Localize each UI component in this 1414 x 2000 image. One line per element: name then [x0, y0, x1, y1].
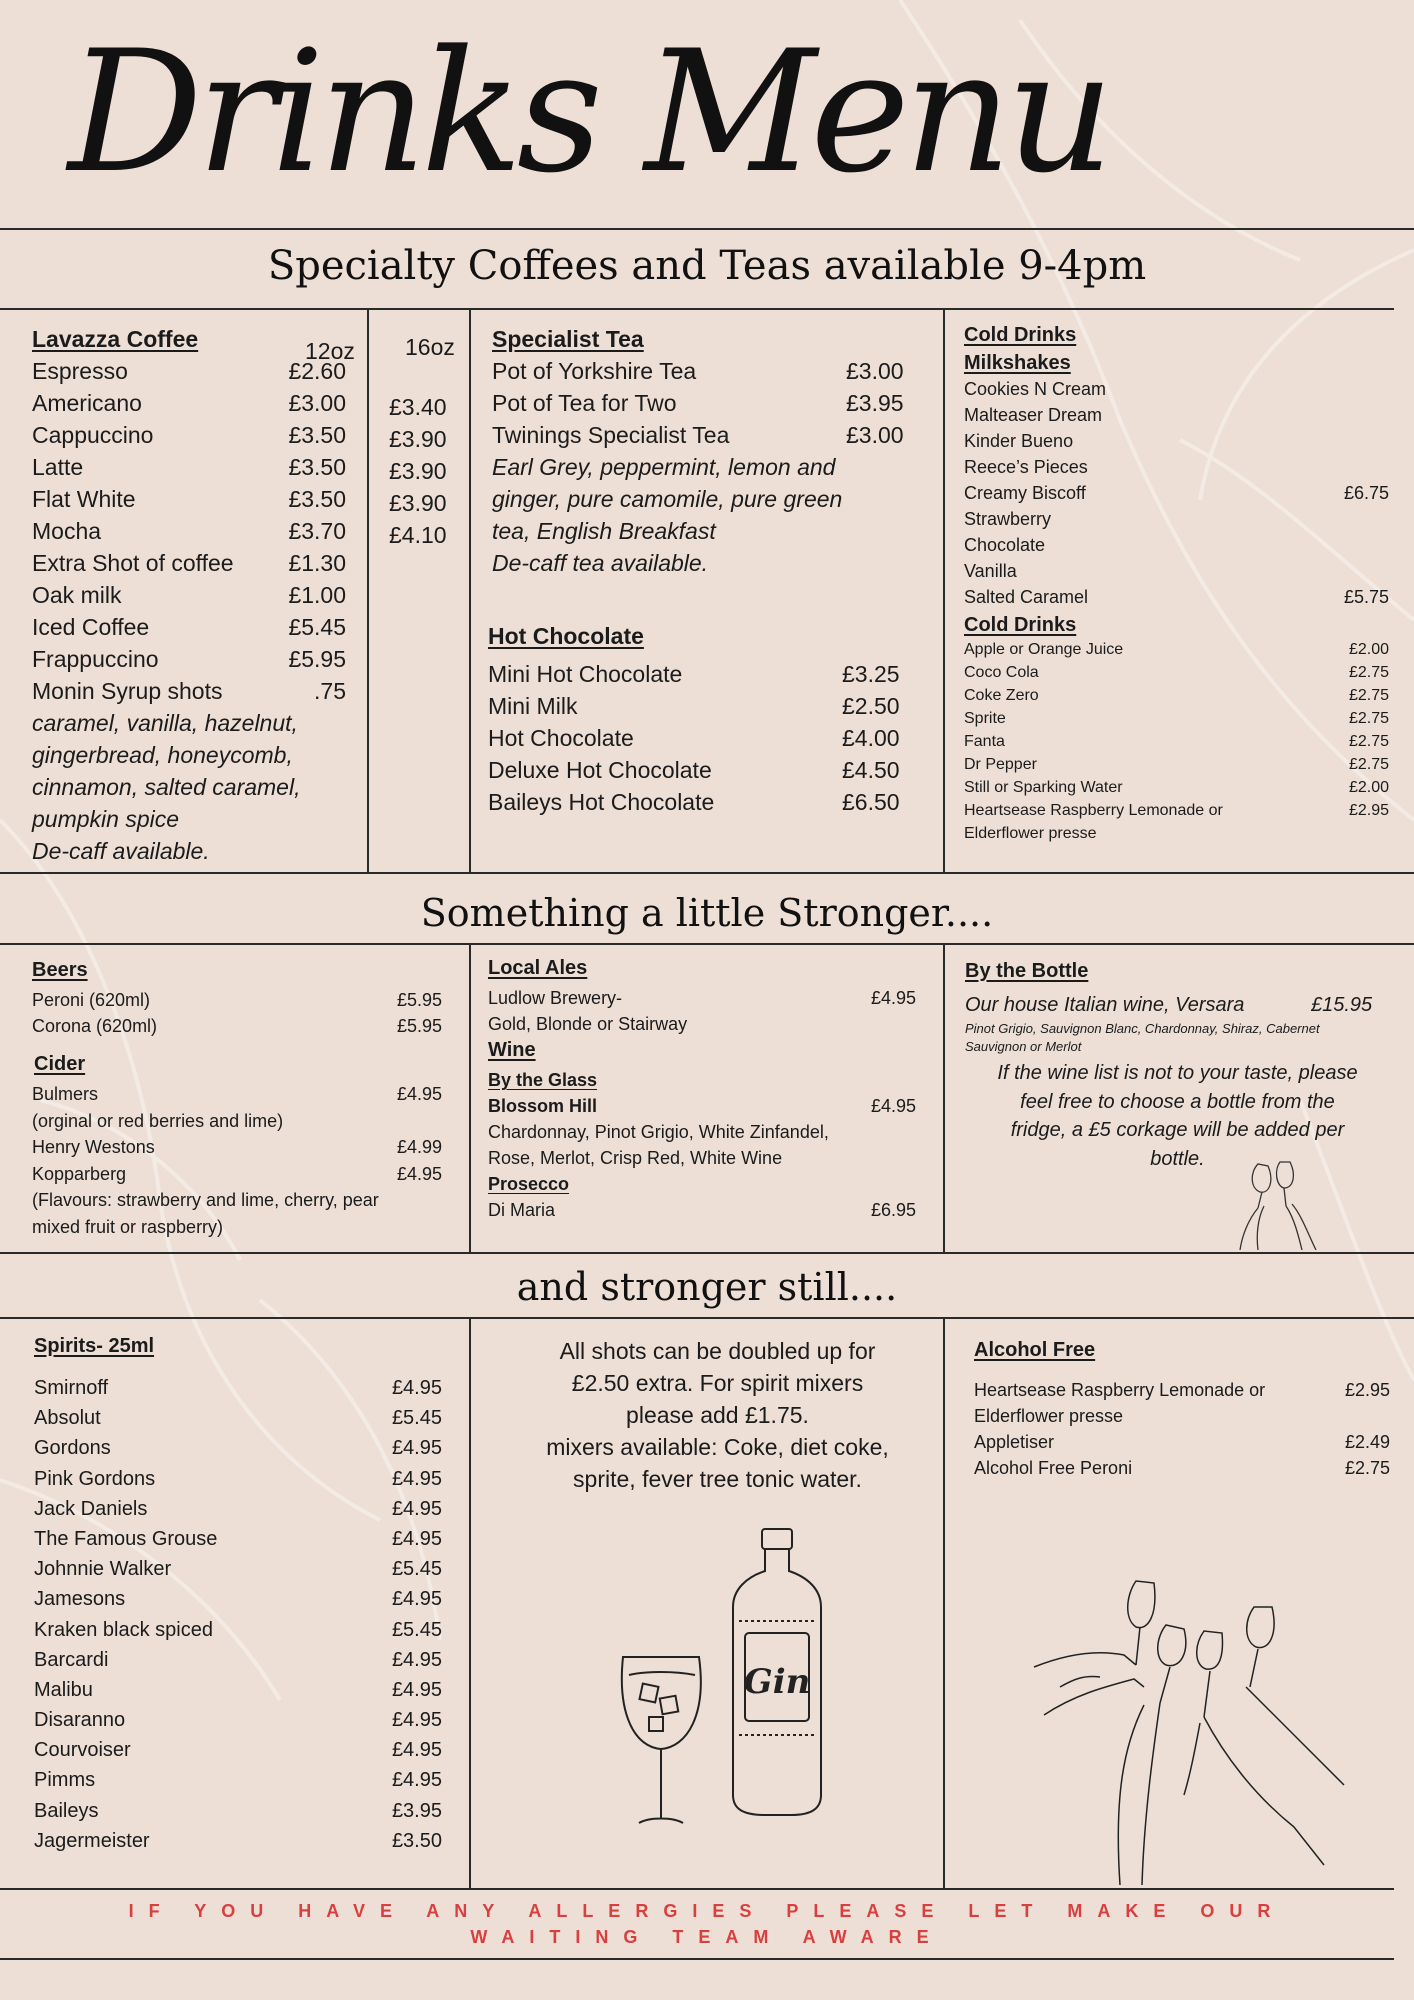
menu-row [32, 1013, 442, 1039]
column-divider [469, 1317, 471, 1888]
item-name: Bulmers [32, 1084, 99, 1104]
item-name: Peroni (620ml) [32, 990, 151, 1010]
item-name: Coke Zero [964, 687, 1039, 704]
menu-row [34, 1403, 442, 1433]
menu-row [964, 558, 1389, 584]
item-name: Kopparberg [32, 1163, 127, 1184]
item-name: Dr Pepper [964, 756, 1037, 773]
item-name: Heartsease Raspberry Lemonade or [974, 1380, 1266, 1400]
price-12oz: £1.00 [288, 582, 346, 608]
item-name: Elderflower presse [974, 1406, 1124, 1426]
item-price: £2.75 [1348, 733, 1389, 750]
item-name: Still or Sparking Water [964, 779, 1123, 796]
still-banner: and stronger still.... [516, 1265, 898, 1309]
item-price: £5.95 [396, 1016, 442, 1036]
cold-heading: Cold Drinks [964, 324, 1077, 346]
item-name: Twinings Specialist Tea [492, 422, 730, 448]
column-divider [943, 943, 945, 1252]
menu-row [34, 1615, 442, 1645]
item-desc: Chardonnay, Pinot Grigio, White Zinfandel, [488, 1122, 829, 1142]
text-line: please add £1.75. [626, 1402, 809, 1428]
menu-row [32, 355, 462, 387]
item-price: £4.95 [396, 1163, 442, 1184]
item-name: Mini Hot Chocolate [488, 661, 683, 687]
text-line: tea, English Breakfast [492, 518, 716, 544]
item-name: Mocha [32, 518, 102, 544]
coffee-notes [32, 707, 462, 867]
item-price: £5.75 [1343, 587, 1389, 607]
tea-list [492, 355, 922, 451]
divider [0, 1317, 1414, 1319]
bottle-section [965, 958, 1390, 1173]
text-line: gingerbread, honeycomb, [32, 742, 293, 768]
item-name: Salted Caramel [964, 587, 1089, 607]
text-line: ginger, pure camomile, pure green [492, 486, 843, 512]
menu-row [34, 1645, 442, 1675]
item-name: Appletiser [974, 1432, 1055, 1452]
item-name: Cookies N Cream [964, 379, 1107, 399]
divider [0, 943, 1414, 945]
menu-row [32, 387, 462, 419]
menu-row [964, 730, 1389, 753]
item-name: Ludlow Brewery- [488, 988, 623, 1008]
text-line: bottle. [1150, 1147, 1205, 1170]
item-price: £5.95 [396, 990, 442, 1010]
price-16oz: £3.40 [389, 394, 447, 420]
grapes-line: Pinot Grigio, Sauvignon Blanc, Chardonnay, Shiraz, Cabernet [965, 1021, 1320, 1036]
item-price: £5.45 [391, 1558, 442, 1581]
alcohol-free-section [974, 1337, 1390, 1481]
item-name: Barcardi [34, 1648, 109, 1671]
ales-heading: Local Ales [488, 957, 588, 979]
menu-row [492, 419, 922, 451]
item-price: £4.95 [391, 1497, 442, 1520]
allergy-line: WAITING TEAM AWARE [470, 1927, 944, 1947]
item-price: £4.95 [391, 1678, 442, 1701]
beers-section [32, 957, 442, 1240]
item-price: £4.95 [391, 1377, 442, 1399]
item-name: Jack Daniels [34, 1497, 148, 1520]
menu-row [32, 675, 462, 707]
item-name: Americano [32, 390, 142, 416]
item-name: The Famous Grouse [34, 1527, 218, 1550]
price-12oz: £3.50 [288, 422, 346, 448]
item-price: £2.95 [1348, 802, 1389, 819]
tea-heading: Specialist Tea [492, 326, 644, 352]
price-12oz: .75 [314, 678, 346, 704]
menu-row [964, 454, 1389, 480]
item-name: Espresso [32, 358, 128, 384]
text-line: Earl Grey, peppermint, lemon and [492, 454, 836, 480]
item-price: £2.00 [1348, 779, 1389, 796]
menu-row [32, 1214, 442, 1241]
menu-row [974, 1455, 1390, 1481]
price-16oz: £4.10 [389, 522, 447, 548]
item-name: Fanta [964, 733, 1005, 750]
divider [0, 1888, 1394, 1890]
item-price: £6.75 [1343, 483, 1389, 503]
gin-label: Gin [743, 1662, 811, 1702]
item-name: Corona (620ml) [32, 1016, 158, 1036]
price-12oz: £3.50 [288, 486, 346, 512]
item-price: £2.75 [1348, 756, 1389, 773]
menu-row [964, 428, 1389, 454]
item-name: Pot of Yorkshire Tea [492, 358, 697, 384]
price-16oz: £3.90 [389, 426, 447, 452]
price-12oz: £1.30 [288, 550, 346, 576]
menu-row [34, 1433, 442, 1463]
hot-chocolate-list [488, 658, 928, 818]
menu-row [964, 776, 1389, 799]
cold-section [964, 322, 1389, 845]
shots-note [490, 1335, 945, 1495]
item-name: (Flavours: strawberry and lime, cherry, pear [32, 1190, 379, 1210]
menu-row [32, 1161, 442, 1188]
item-name: Jagermeister [34, 1829, 150, 1852]
spirits-list [34, 1373, 442, 1856]
item-name: Baileys [34, 1799, 99, 1822]
cold-drinks-heading: Cold Drinks [964, 614, 1077, 636]
menu-row [32, 1108, 442, 1135]
menu-row [32, 515, 462, 547]
item-name: Courvoiser [34, 1739, 131, 1762]
item-name: Blossom Hill [488, 1096, 598, 1116]
item-name: Heartsease Raspberry Lemonade or [964, 802, 1223, 819]
menu-row [34, 1584, 442, 1614]
price-12oz: £5.95 [288, 646, 346, 672]
item-name: Iced Coffee [32, 614, 150, 640]
item-name: Creamy Biscoff [964, 483, 1086, 503]
item-name: Coco Cola [964, 664, 1039, 681]
cold-drinks-list [964, 638, 1389, 845]
price-12oz: £3.50 [288, 454, 346, 480]
menu-row [964, 506, 1389, 532]
item-name: Alcohol Free Peroni [974, 1458, 1133, 1478]
menu-row [964, 799, 1389, 822]
item-price: £2.75 [1344, 1458, 1390, 1478]
item-price: £2.00 [1348, 641, 1389, 658]
item-name: Disaranno [34, 1709, 126, 1732]
text-line: pumpkin spice [32, 806, 180, 832]
menu-row [488, 786, 928, 818]
item-name: Smirnoff [34, 1377, 109, 1399]
item-price: £2.49 [1344, 1432, 1390, 1452]
menu-row [34, 1494, 442, 1524]
item-desc: Rose, Merlot, Crisp Red, White Wine [488, 1148, 783, 1168]
item-price: £3.25 [842, 661, 900, 687]
menu-row [488, 985, 916, 1011]
text-line: caramel, vanilla, hazelnut, [32, 710, 298, 736]
menu-row [34, 1373, 442, 1403]
hot-chocolate-heading: Hot Chocolate [488, 623, 644, 649]
alcohol-free-list [974, 1377, 1390, 1481]
menu-row [32, 643, 462, 675]
alcohol-free-heading: Alcohol Free [974, 1339, 1096, 1361]
item-price: £3.95 [391, 1799, 442, 1822]
item-name: Kinder Bueno [964, 431, 1074, 451]
item-name: Malteaser Dream [964, 405, 1103, 425]
menu-row [488, 690, 928, 722]
menu-row [964, 822, 1389, 845]
item-price: £4.95 [391, 1588, 442, 1611]
item-name: Baileys Hot Chocolate [488, 789, 715, 815]
price-16oz: £3.90 [389, 458, 447, 484]
tea-section [492, 323, 922, 579]
item-price: £4.95 [391, 1769, 442, 1792]
menu-row [964, 376, 1389, 402]
item-name: Apple or Orange Juice [964, 641, 1124, 658]
menu-row [488, 754, 928, 786]
item-name: Henry Westons [32, 1137, 155, 1157]
hot-chocolate-section [488, 620, 928, 818]
item-name: Mini Milk [488, 693, 578, 719]
by-glass-heading: By the Glass [488, 1070, 598, 1090]
item-name: Vanilla [964, 561, 1017, 581]
milkshakes-heading: Milkshakes [964, 352, 1071, 374]
spirits-section [34, 1333, 442, 1856]
item-name: Hot Chocolate [488, 725, 634, 751]
coffee-banner: Specialty Coffees and Teas available 9-4pm [267, 243, 1147, 289]
item-name: Chocolate [964, 535, 1046, 555]
item-name: Di Maria [488, 1200, 556, 1220]
menu-row [34, 1765, 442, 1795]
text-line: All shots can be doubled up for [559, 1338, 876, 1364]
item-name: Jamesons [34, 1588, 126, 1611]
price-12oz: £3.70 [288, 518, 346, 544]
size-16oz: 16oz [405, 334, 455, 360]
menu-row [964, 480, 1389, 506]
item-name: Pink Gordons [34, 1467, 156, 1490]
item-name: Sprite [964, 710, 1006, 727]
menu-title: Drinks Menu [68, 14, 1109, 210]
item-price: £4.95 [391, 1527, 442, 1550]
milkshakes-list [964, 376, 1389, 610]
item-name: Strawberry [964, 509, 1052, 529]
allergy-line: IF YOU HAVE ANY ALLERGIES PLEASE LET MAKE OUR [128, 1901, 1286, 1921]
item-price: £6.50 [842, 789, 900, 815]
menu-row [974, 1403, 1390, 1429]
grapes-line: Sauvignon or Merlot [965, 1039, 1082, 1054]
item-name: Absolut [34, 1407, 101, 1430]
price-12oz: £3.00 [288, 390, 346, 416]
item-name: Pimms [34, 1769, 96, 1792]
item-name: Deluxe Hot Chocolate [488, 757, 712, 783]
item-price: £4.95 [396, 1084, 442, 1104]
menu-row [34, 1705, 442, 1735]
gin-bottle-icon [615, 1525, 830, 1830]
item-name: Latte [32, 454, 84, 480]
coffee-list [32, 355, 462, 707]
menu-row [32, 611, 462, 643]
price-12oz: £5.45 [288, 614, 346, 640]
cider-list [32, 1081, 442, 1240]
item-price: £2.50 [842, 693, 900, 719]
item-name: Gold, Blonde or Stairway [488, 1014, 688, 1034]
item-name: Monin Syrup shots [32, 678, 223, 704]
beers-heading: Beers [32, 959, 88, 981]
item-price: £4.95 [391, 1739, 442, 1762]
text-line: De-caff tea available. [492, 550, 709, 576]
item-price: £2.75 [1348, 710, 1389, 727]
menu-row [974, 1429, 1390, 1455]
divider [0, 228, 1414, 230]
item-name: Flat White [32, 486, 136, 512]
item-name: Our house Italian wine, Versara [965, 994, 1245, 1016]
ales-wine-section [488, 955, 916, 1223]
item-price: £3.95 [846, 390, 904, 416]
item-name: Extra Shot of coffee [32, 550, 234, 576]
menu-row [34, 1524, 442, 1554]
menu-row [964, 707, 1389, 730]
divider [0, 1252, 1414, 1254]
item-name: Johnnie Walker [34, 1558, 172, 1581]
cheers-glasses-icon [1024, 1575, 1354, 1885]
menu-row [34, 1826, 442, 1856]
wine-heading: Wine [488, 1039, 536, 1061]
menu-row [32, 987, 442, 1013]
item-price: £4.95 [870, 988, 916, 1008]
item-name: Malibu [34, 1678, 93, 1701]
coffee-heading: Lavazza Coffee [32, 326, 199, 352]
item-price: £3.00 [846, 422, 904, 448]
item-name: Reece’s Pieces [964, 457, 1088, 477]
item-price: £5.45 [391, 1618, 442, 1641]
menu-row [964, 584, 1389, 610]
cider-heading: Cider [34, 1053, 86, 1075]
item-name: Gordons [34, 1437, 111, 1460]
item-price: £3.50 [391, 1829, 442, 1852]
text-line: De-caff available. [32, 838, 210, 864]
text-line: cinnamon, salted caramel, [32, 774, 301, 800]
bottle-heading: By the Bottle [965, 960, 1089, 982]
item-price: £4.95 [391, 1437, 442, 1460]
menu-row [964, 753, 1389, 776]
divider [0, 872, 1414, 874]
menu-row [964, 532, 1389, 558]
item-price: £4.00 [842, 725, 900, 751]
menu-row [964, 402, 1389, 428]
menu-row [488, 722, 928, 754]
menu-row [964, 661, 1389, 684]
beers-list [32, 987, 442, 1039]
item-name: (orginal or red berries and lime) [32, 1110, 284, 1131]
menu-row [32, 483, 462, 515]
text-line: If the wine list is not to your taste, please [997, 1062, 1358, 1084]
column-divider [469, 308, 471, 872]
menu-row [32, 1081, 442, 1108]
menu-row [34, 1554, 442, 1584]
spirits-heading: Spirits- 25ml [34, 1335, 155, 1357]
menu-row [32, 419, 462, 451]
item-price: £4.95 [391, 1467, 442, 1490]
menu-row [32, 547, 462, 579]
item-name: Kraken black spiced [34, 1618, 213, 1641]
menu-row [32, 1134, 442, 1161]
item-price: £2.75 [1348, 687, 1389, 704]
menu-row [488, 1197, 916, 1223]
item-name: mixed fruit or raspberry) [32, 1216, 224, 1237]
stronger-banner: Something a little Stronger.... [420, 891, 994, 935]
item-price: £15.95 [1311, 994, 1373, 1016]
menu-row [32, 1187, 442, 1214]
tea-notes [492, 451, 922, 579]
menu-row [488, 658, 928, 690]
item-name: Frappuccino [32, 646, 159, 672]
text-line: feel free to choose a bottle from the [1020, 1090, 1335, 1113]
allergy-notice [0, 1898, 1414, 1950]
item-name: Pot of Tea for Two [492, 390, 677, 416]
menu-row [34, 1796, 442, 1826]
menu-row [492, 387, 922, 419]
coffee-section [32, 323, 462, 867]
divider [0, 1958, 1394, 1960]
item-price: £4.95 [391, 1648, 442, 1671]
menu-row [964, 638, 1389, 661]
column-divider [943, 308, 945, 872]
text-line: sprite, fever tree tonic water. [573, 1466, 862, 1492]
price-12oz: £2.60 [288, 358, 346, 384]
item-price: £2.95 [1344, 1380, 1390, 1400]
menu-row [34, 1464, 442, 1494]
item-price: £4.95 [870, 1096, 916, 1116]
menu-row [964, 684, 1389, 707]
item-name: Oak milk [32, 582, 122, 608]
bottle-note [965, 1059, 1390, 1173]
item-price: £4.50 [842, 757, 900, 783]
item-name: Elderflower presse [964, 825, 1097, 842]
menu-row [32, 451, 462, 483]
item-price: £6.95 [870, 1200, 916, 1220]
menu-row [492, 355, 922, 387]
menu-row [488, 1093, 916, 1119]
wine-grapes [965, 1020, 1390, 1056]
toast-glasses-icon [1228, 1158, 1338, 1250]
item-price: £3.00 [846, 358, 904, 384]
item-price: £4.99 [396, 1137, 442, 1157]
text-line: £2.50 extra. For spirit mixers [571, 1370, 864, 1396]
menu-row [34, 1735, 442, 1765]
text-line: mixers available: Coke, diet coke, [546, 1434, 889, 1460]
size-12oz: 12oz [305, 338, 355, 364]
menu-row [34, 1675, 442, 1705]
text-line: fridge, a £5 corkage will be added per [1010, 1119, 1345, 1141]
item-price: £5.45 [391, 1407, 442, 1430]
menu-row [974, 1377, 1390, 1403]
prosecco-heading: Prosecco [488, 1174, 570, 1194]
price-16oz: £3.90 [389, 490, 447, 516]
menu-row [965, 990, 1390, 1020]
item-name: Cappuccino [32, 422, 154, 448]
column-divider [469, 943, 471, 1252]
menu-row [32, 579, 462, 611]
divider [0, 308, 1394, 310]
item-price: £2.75 [1348, 664, 1389, 681]
item-price: £4.95 [391, 1709, 442, 1732]
